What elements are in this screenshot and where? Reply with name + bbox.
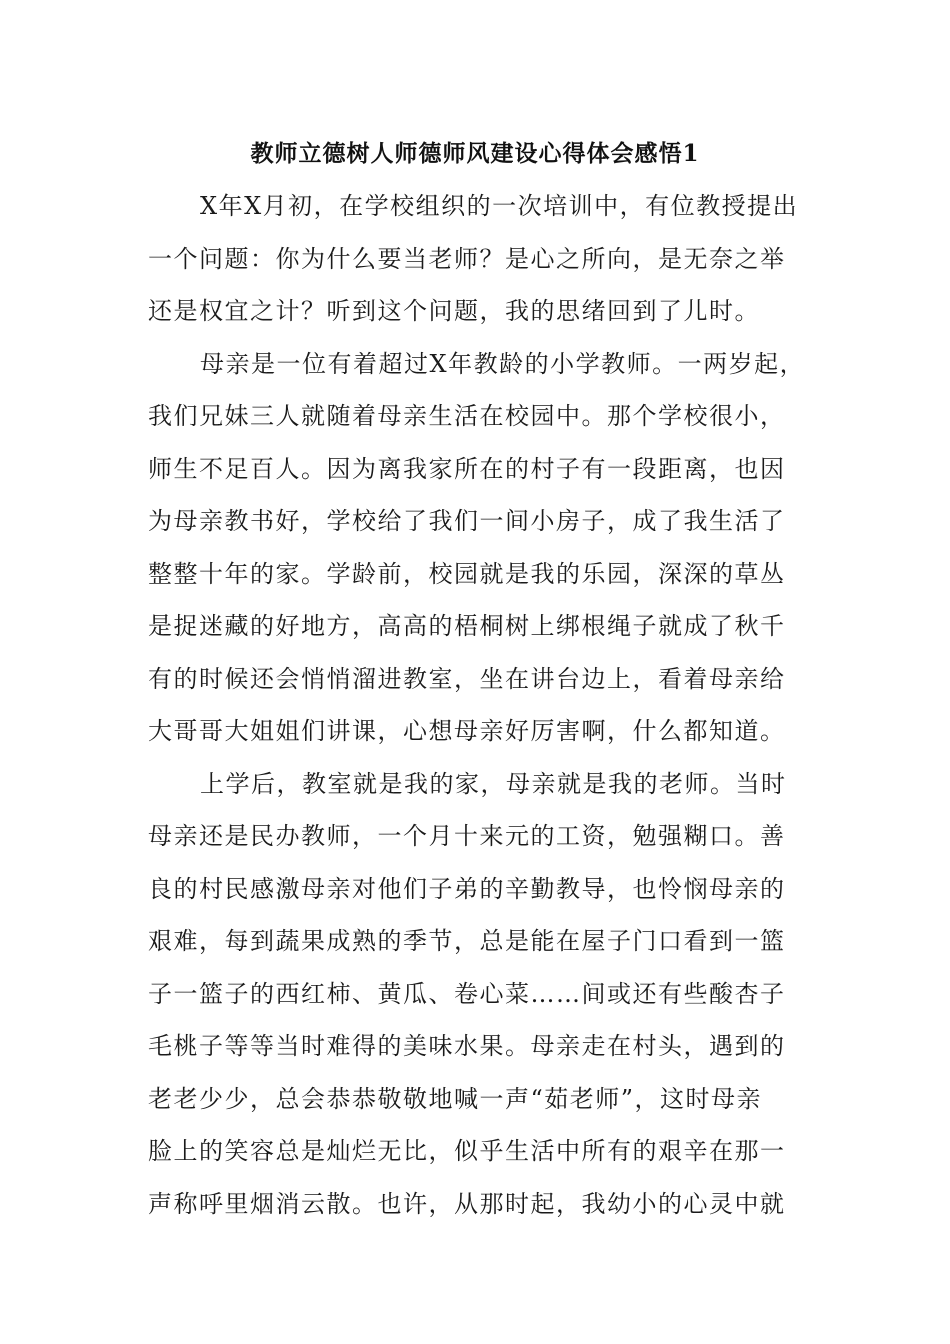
text-line: 师生不足百人。因为离我家所在的村子有一段距离，也因 bbox=[148, 454, 786, 483]
text-line: 毛桃子等等当时难得的美味水果。母亲走在村头，遇到的 bbox=[148, 1032, 786, 1060]
text-line: 为母亲教书好，学校给了我们一间小房子，成了我生活了 bbox=[148, 507, 786, 535]
text-line: 我们兄妹三人就随着母亲生活在校园中。那个学校很小， bbox=[148, 402, 786, 430]
document-body bbox=[148, 180, 808, 1230]
text-line: 老老少少，总会恭恭敬敬地喊一声“茹老师”，这时母亲 bbox=[148, 1084, 763, 1113]
text-line: 声称呼里烟消云散。也许，从那时起，我幼小的心灵中就 bbox=[148, 1189, 786, 1218]
text-line: 有的时候还会悄悄溜进教室，坐在讲台边上，看着母亲给 bbox=[148, 664, 786, 693]
text-line: 艰难，每到蔬果成熟的季节，总是能在屋子门口看到一篮 bbox=[148, 927, 786, 955]
paragraph-first-line: 母亲是一位有着超过X年教龄的小学教师。一两岁起， bbox=[200, 349, 806, 378]
text-line: 大哥哥大姐姐们讲课，心想母亲好厉害啊，什么都知道。 bbox=[148, 717, 786, 745]
paragraph-first-line: X年X月初，在学校组织的一次培训中，有位教授提出 bbox=[200, 192, 799, 220]
text-line: 母亲还是民办教师，一个月十来元的工资，勉强糊口。善 bbox=[148, 822, 786, 850]
text-line: 是捉迷藏的好地方，高高的梧桐树上绑根绳子就成了秋千 bbox=[148, 612, 786, 640]
text-line: 一个问题：你为什么要当老师？是心之所向，是无奈之举 bbox=[148, 244, 786, 273]
paragraph-first-line: 上学后，教室就是我的家，母亲就是我的老师。当时 bbox=[200, 769, 787, 798]
text-line: 脸上的笑容总是灿烂无比，似乎生活中所有的艰辛在那一 bbox=[148, 1137, 786, 1165]
text-line: 子一篮子的西红柿、黄瓜、卷心菜……间或还有些酸杏子 bbox=[148, 979, 786, 1008]
document-title: 教师立德树人师德师风建设心得体会感悟1 bbox=[250, 140, 700, 167]
text-line: 还是权宜之计？听到这个问题，我的思绪回到了儿时。 bbox=[148, 297, 760, 325]
text-line: 良的村民感激母亲对他们子弟的辛勤教导，也怜悯母亲的 bbox=[148, 874, 786, 903]
text-line: 整整十年的家。学龄前，校园就是我的乐园，深深的草丛 bbox=[148, 559, 786, 588]
